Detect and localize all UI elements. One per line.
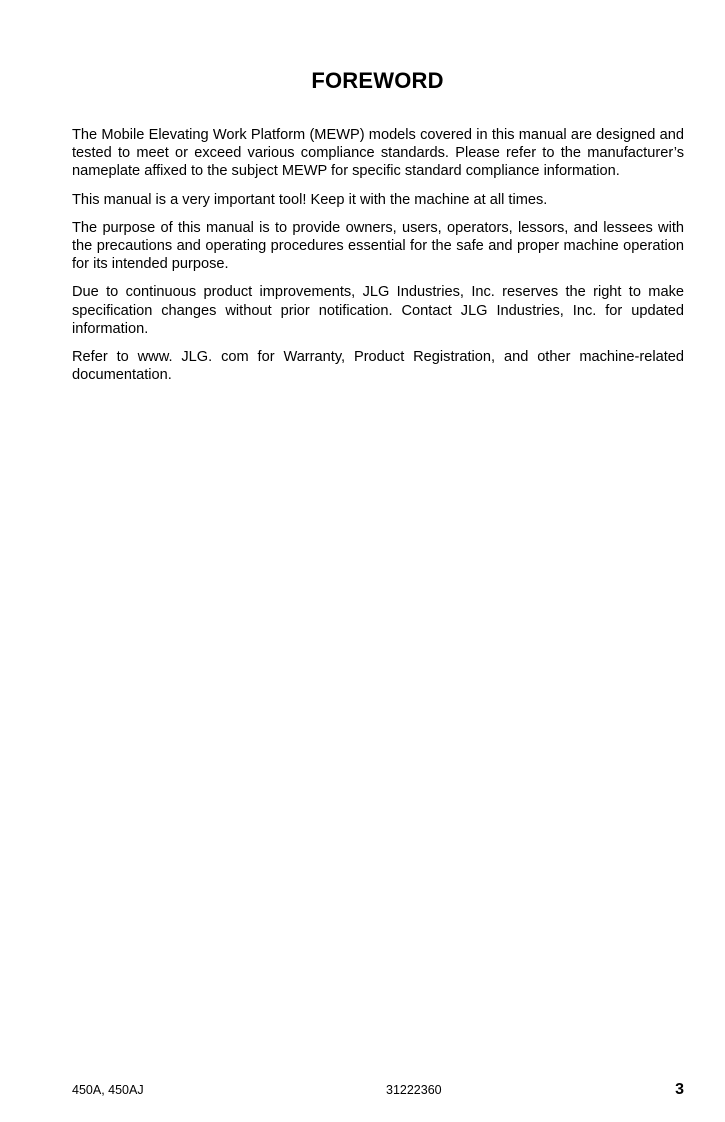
footer-document-number: 31222360 <box>386 1083 442 1097</box>
foreword-body <box>72 126 684 394</box>
paragraph-compliance: The Mobile Elevating Work Platform (MEWP) models covered in this manual are designed and tested to meet or exceed various compliance standards. Please refer to the manufacturer’s nameplate affixed to the subject MEWP for specific standard compliance information. <box>72 127 684 180</box>
page-title: FOREWORD <box>311 68 444 93</box>
paragraph-improvements: Due to continuous product improvements, JLG Industries, Inc. reserves the right to make specification changes without prior notification. Contact JLG Industries, Inc. for updated information. <box>72 284 684 337</box>
paragraph-purpose: The purpose of this manual is to provide owners, users, operators, lessors, and lessees with the precautions and operating procedures essential for the safe and proper machine operation for its intended purpose. <box>72 219 684 273</box>
paragraph-website: Refer to www. JLG. com for Warranty, Product Registration, and other machine-related documentation. <box>72 349 684 384</box>
footer-models: 450A, 450AJ <box>72 1083 144 1097</box>
footer-page-number: 3 <box>675 1081 684 1098</box>
page-footer <box>72 1083 684 1103</box>
paragraph-important-tool: This manual is a very important tool! Keep it with the machine at all times. <box>72 191 548 208</box>
